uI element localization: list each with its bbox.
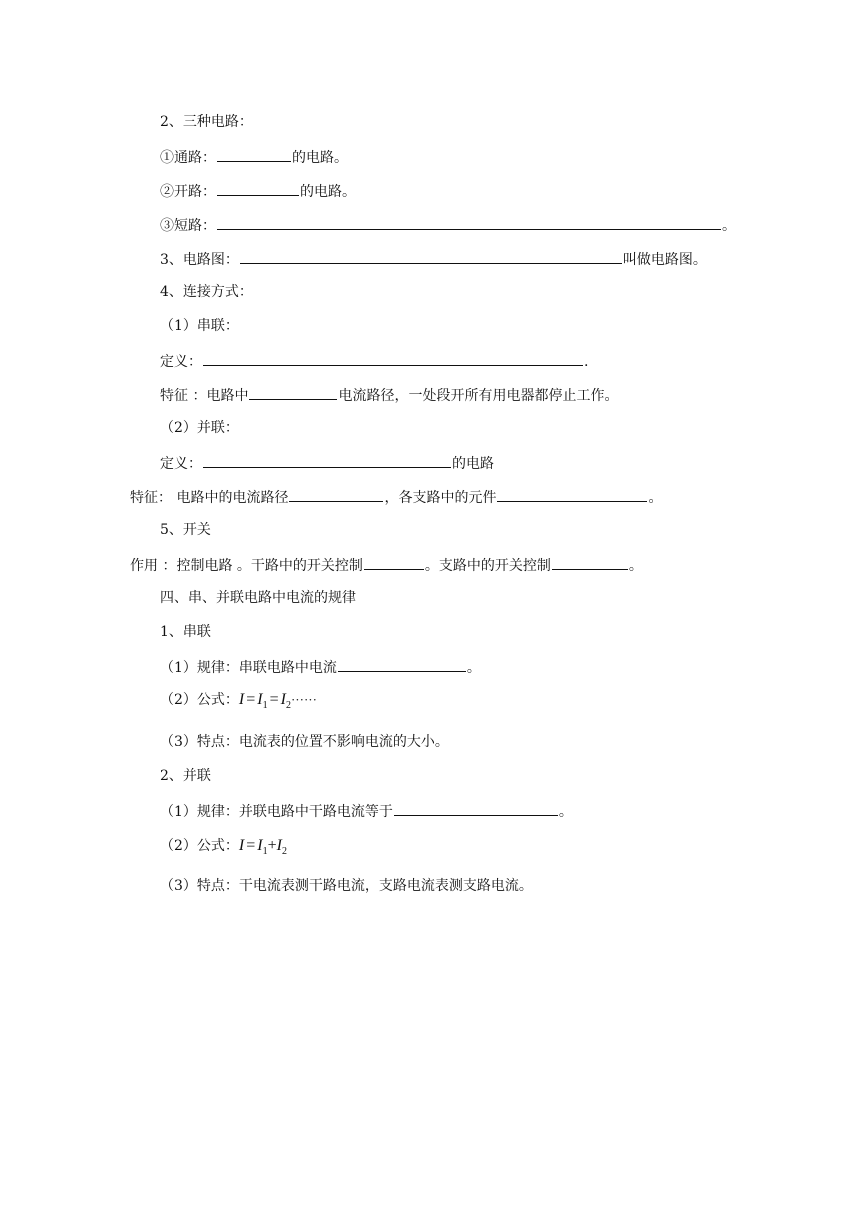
parallel-feature-note: （3）特点：干电流表测干路电流，支路电流表测支路电流。 [160, 878, 533, 894]
series-definition-blank[interactable] [203, 350, 583, 366]
closed-circuit-label: ①通路： [160, 150, 216, 166]
formula-ellipsis: ······ [290, 692, 317, 707]
short-circuit-label: ③短路： [160, 218, 216, 234]
series-rule-title: 1、串联 [160, 624, 211, 640]
open-circuit-blank[interactable] [217, 180, 299, 196]
switch-function-mid: 。支路中的开关控制 [424, 558, 551, 574]
series-feature-note: （3）特点：电流表的位置不影响电流的大小。 [160, 734, 449, 750]
parallel-rule-label: （1）规律：并联电路中干路电流等于 [160, 804, 393, 820]
series-formula-line [160, 690, 317, 710]
parallel-rule-suffix: 。 [558, 804, 573, 820]
connection-methods-title: 4、连接方式： [160, 284, 253, 300]
switch-function-suffix: 。 [628, 558, 643, 574]
parallel-feature-mid: ，各支路中的元件 [384, 490, 497, 506]
parallel-rule-title: 2、并联 [160, 768, 211, 784]
formula-subscript: 1 [262, 846, 268, 858]
section-three-circuits-title: 2、三种电路： [160, 114, 253, 130]
formula-symbol: I [257, 837, 263, 854]
main-switch-blank[interactable] [364, 554, 424, 570]
formula-operator: = [269, 691, 279, 708]
current-rules-heading: 四、串、并联电路中电流的规律 [160, 590, 356, 606]
open-circuit-label: ②开路： [160, 184, 216, 200]
series-feature-line [160, 384, 618, 404]
formula-subscript: 2 [285, 700, 291, 712]
circuit-diagram-label: 3、电路图： [160, 252, 239, 268]
parallel-definition-suffix: 的电路 [452, 456, 494, 472]
switch-function-label: 作用 ：控制电路 。干路中的开关控制 [130, 558, 363, 574]
switch-function-line [130, 554, 643, 574]
series-feature-blank[interactable] [249, 384, 337, 400]
parallel-definition-label: 定义： [160, 456, 202, 472]
parallel-formula [238, 837, 287, 858]
branch-switch-blank[interactable] [552, 554, 628, 570]
parallel-formula-label: （2）公式： [160, 838, 239, 854]
series-definition-line [160, 350, 588, 370]
open-circuit-line [160, 180, 356, 200]
series-feature-label: 特征 ：电路中 [160, 388, 249, 404]
parallel-feature-label: 特征： 电路中的电流路径 [130, 490, 289, 506]
circuit-diagram-line [160, 248, 707, 268]
parallel-feature-suffix: 。 [648, 490, 663, 506]
short-circuit-blank[interactable] [217, 214, 721, 230]
parallel-title: （2）并联： [160, 420, 239, 436]
series-feature-suffix: 电流路径，一处段开所有用电器都停止工作。 [338, 388, 619, 404]
series-definition-suffix: . [584, 354, 589, 370]
formula-symbol: I [280, 691, 286, 708]
parallel-definition-line [160, 452, 494, 472]
closed-circuit-suffix: 的电路。 [292, 150, 348, 166]
series-definition-label: 定义： [160, 354, 202, 370]
formula-symbol: I [238, 837, 245, 854]
series-rule-label: （1）规律：串联电路中电流 [160, 660, 337, 676]
series-formula-label: （2）公式： [160, 692, 239, 708]
series-title: （1）串联： [160, 318, 239, 334]
formula-operator: + [267, 837, 277, 854]
parallel-components-blank[interactable] [497, 486, 647, 502]
closed-circuit-blank[interactable] [217, 146, 291, 162]
formula-symbol: I [276, 837, 282, 854]
formula-operator: = [246, 691, 256, 708]
parallel-path-blank[interactable] [289, 486, 383, 502]
formula-subscript: 1 [262, 700, 268, 712]
formula-operator: = [246, 837, 256, 854]
open-circuit-suffix: 的电路。 [300, 184, 356, 200]
switch-title: 5、开关 [160, 522, 211, 538]
series-rule-suffix: 。 [466, 660, 481, 676]
formula-subscript: 2 [281, 846, 287, 858]
parallel-feature-line [130, 486, 662, 506]
circuit-diagram-blank[interactable] [240, 248, 622, 264]
formula-symbol: I [238, 691, 245, 708]
parallel-definition-blank[interactable] [203, 452, 451, 468]
series-rule-blank[interactable] [338, 656, 466, 672]
short-circuit-line [160, 214, 736, 234]
series-rule-line [160, 656, 481, 676]
parallel-rule-blank[interactable] [394, 800, 558, 816]
formula-symbol: I [257, 691, 263, 708]
short-circuit-suffix: 。 [722, 218, 736, 234]
closed-circuit-line [160, 146, 348, 166]
parallel-rule-line [160, 800, 573, 820]
series-formula [238, 691, 317, 712]
parallel-formula-line [160, 836, 287, 856]
circuit-diagram-suffix: 叫做电路图。 [622, 252, 707, 268]
